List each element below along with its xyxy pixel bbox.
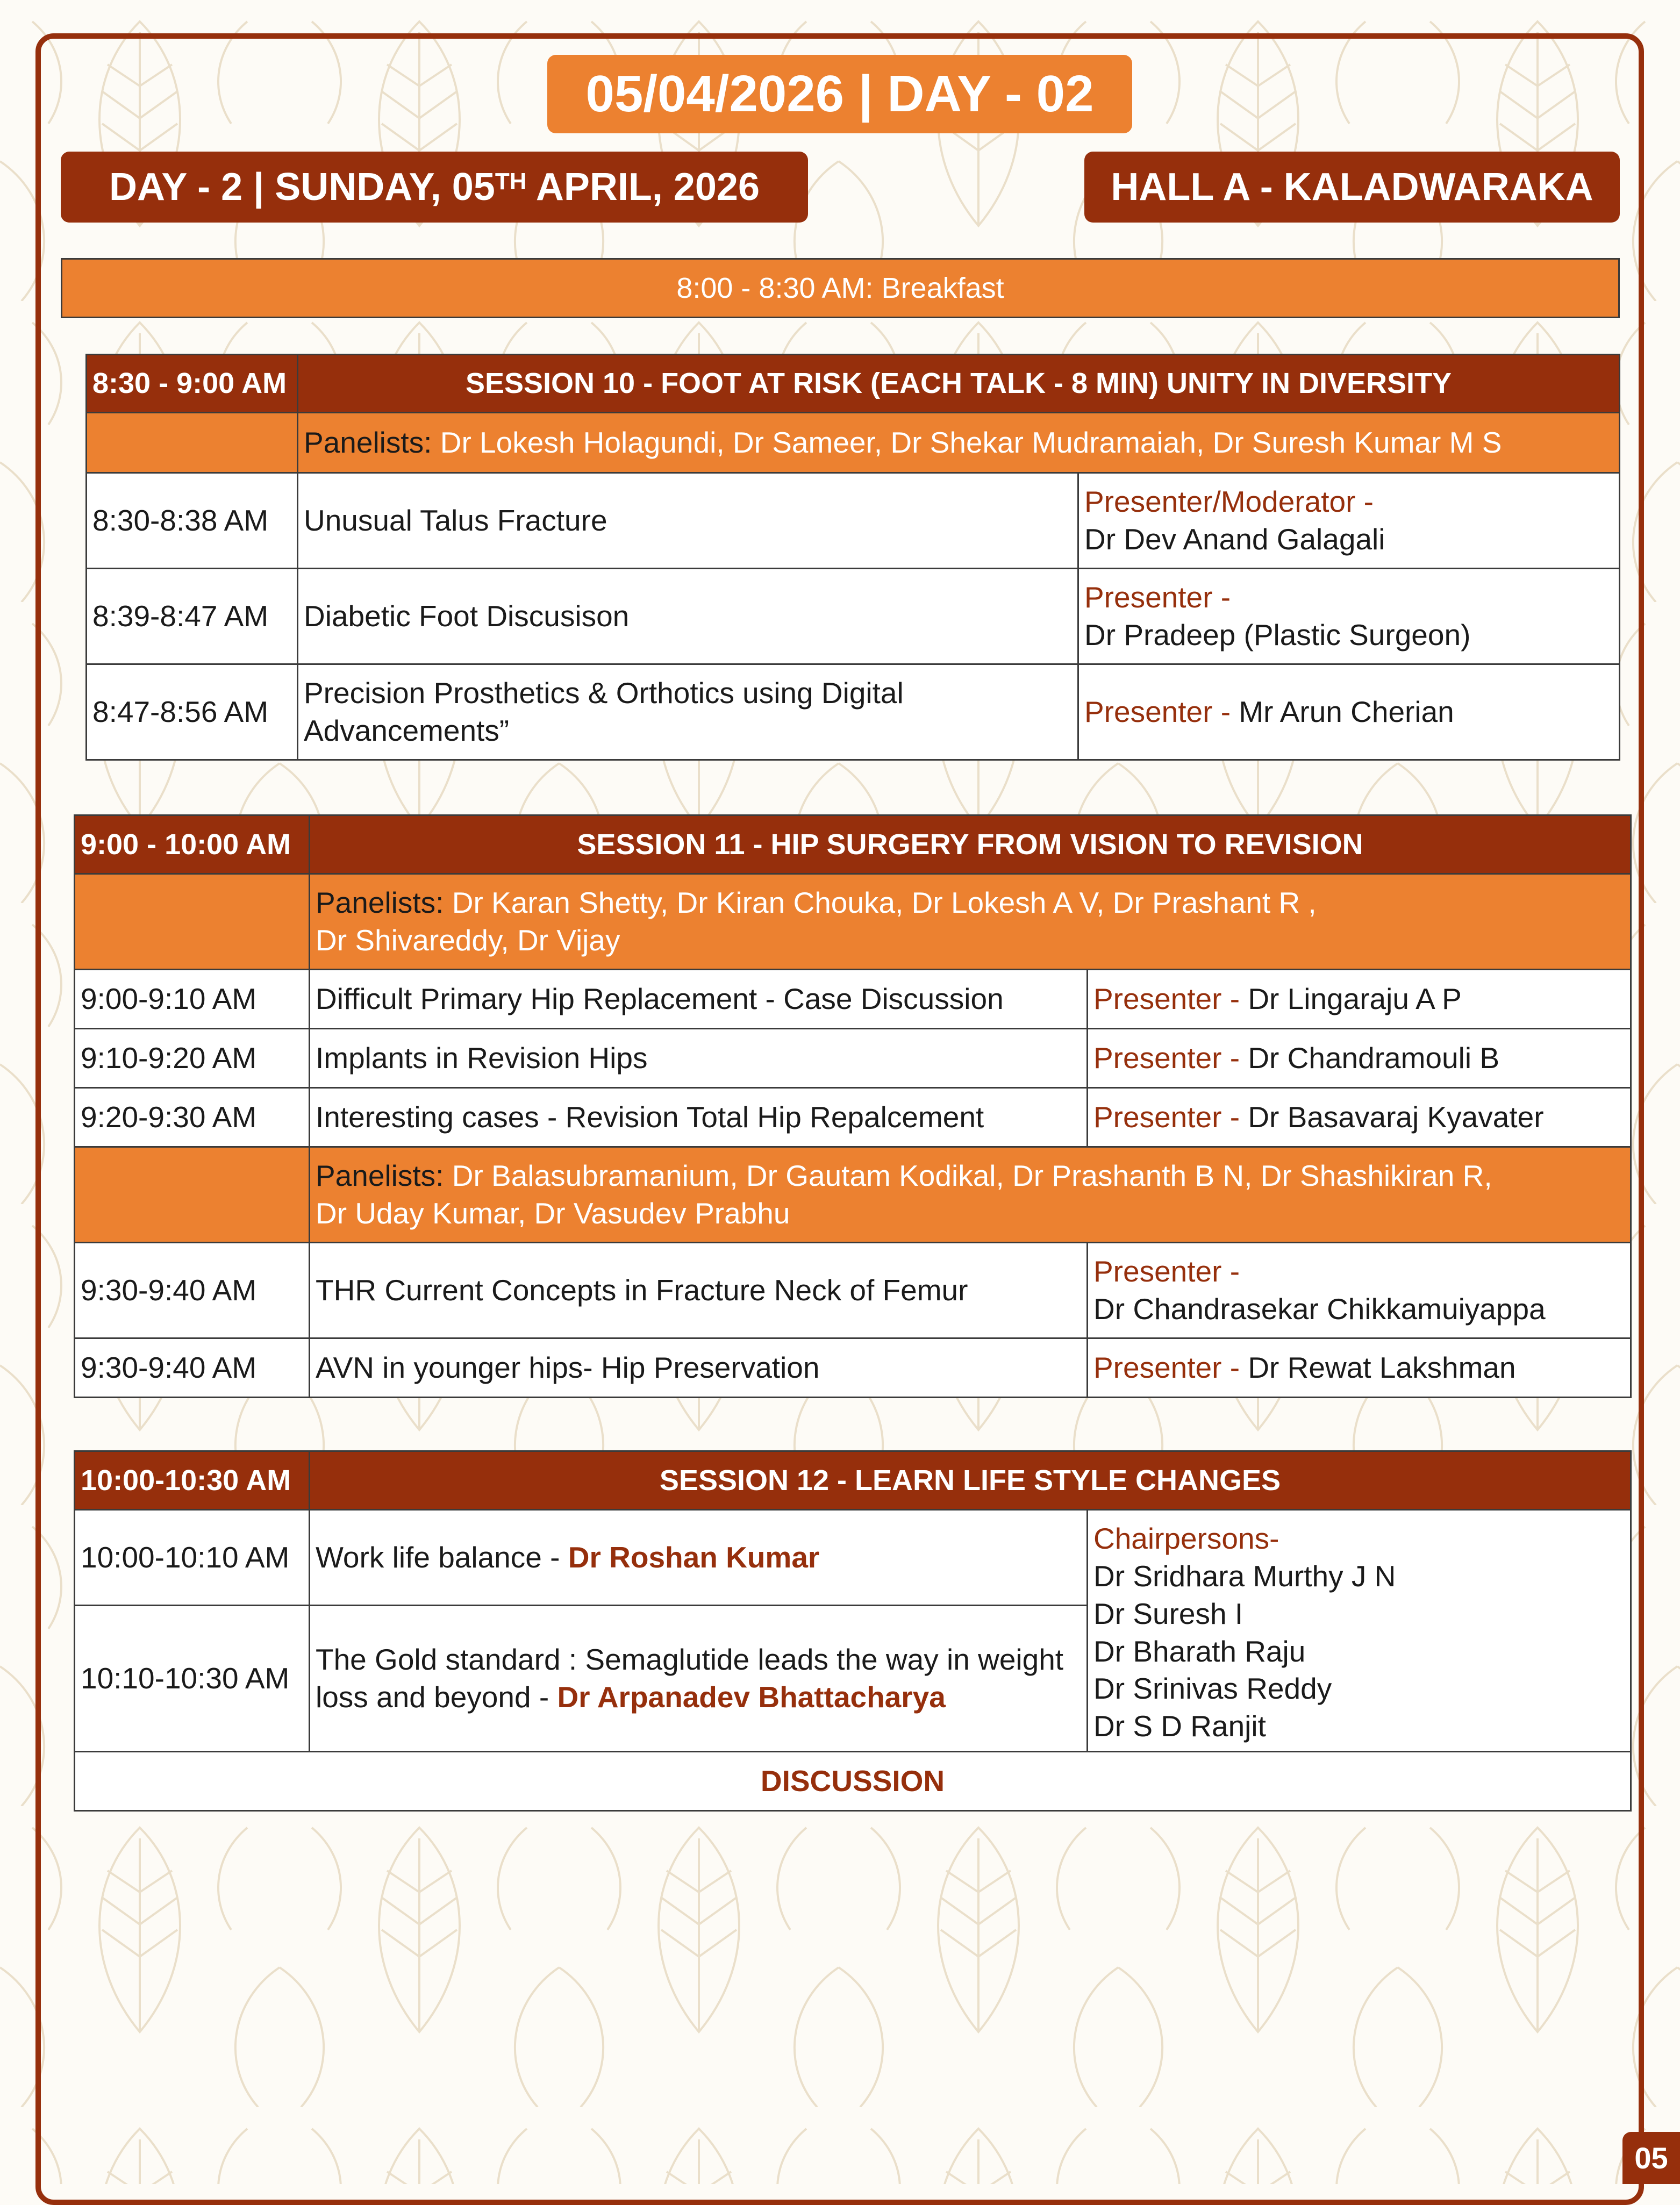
presenter-role: Presenter/Moderator - (1084, 484, 1374, 518)
talk-time: 9:20-9:30 AM (75, 1088, 310, 1147)
talk-presenter (1088, 970, 1631, 1029)
talk-topic: Interesting cases - Revision Total Hip Repalcement (310, 1088, 1088, 1147)
presenter-role: Presenter - (1093, 982, 1240, 1015)
table-row (75, 1243, 1631, 1338)
panelists-row (87, 413, 1620, 473)
presenter-name: Dr Pradeep (Plastic Surgeon) (1084, 618, 1471, 652)
session-title: SESSION 12 - LEARN LIFE STYLE CHANGES (310, 1451, 1631, 1510)
talk-time: 8:47-8:56 AM (87, 664, 298, 760)
session-time: 9:00 - 10:00 AM (75, 815, 310, 874)
panelists-cell (310, 1147, 1631, 1243)
panelists-label: Panelists: (316, 885, 444, 919)
talk-topic: Implants in Revision Hips (310, 1029, 1088, 1088)
panelists-names-line2: Dr Uday Kumar, Dr Vasudev Prabhu (316, 1196, 790, 1230)
panelists-names-line2: Dr Shivareddy, Dr Vijay (316, 923, 620, 957)
talk-topic: Difficult Primary Hip Replacement - Case Discussion (310, 970, 1088, 1029)
panelists-names: Dr Lokesh Holagundi, Dr Sameer, Dr Shekar Mudramaiah, Dr Suresh Kumar M S (432, 425, 1502, 459)
chairperson-name: Dr Sridhara Murthy J N (1093, 1559, 1396, 1593)
presenter-role: Presenter - (1093, 1350, 1240, 1384)
table-row (87, 473, 1620, 569)
presenter-role: Presenter - (1093, 1041, 1240, 1075)
presenter-role: Presenter - (1084, 695, 1231, 728)
panelists-cell (298, 413, 1620, 473)
chairperson-name: Dr Bharath Raju (1093, 1634, 1306, 1668)
talk-speaker: Dr Roshan Kumar (568, 1540, 820, 1574)
session-time: 8:30 - 9:00 AM (87, 355, 298, 413)
panelists-cell (310, 874, 1631, 970)
chairpersons-label: Chairpersons- (1093, 1522, 1279, 1555)
chairperson-name: Dr Srinivas Reddy (1093, 1672, 1332, 1706)
talk-presenter (1078, 473, 1620, 569)
presenter-role: Presenter - (1084, 580, 1231, 614)
talk-time: 10:00-10:10 AM (75, 1510, 310, 1606)
talk-time: 8:30-8:38 AM (87, 473, 298, 569)
talk-presenter (1088, 1029, 1631, 1088)
session-12-table (74, 1450, 1632, 1812)
session-11-table (74, 814, 1632, 1398)
panelists-label: Panelists: (316, 1158, 444, 1192)
chairperson-name: Dr S D Ranjit (1093, 1709, 1266, 1743)
talk-time: 9:00-9:10 AM (75, 970, 310, 1029)
panelists-row (75, 874, 1631, 970)
talk-topic: AVN in younger hips- Hip Preservation (310, 1338, 1088, 1398)
talk-presenter (1078, 664, 1620, 760)
session-header-row (75, 1451, 1631, 1510)
talk-time: 9:10-9:20 AM (75, 1029, 310, 1088)
presenter-role: Presenter - (1093, 1100, 1240, 1134)
presenter-name: Dr Dev Anand Galagali (1084, 522, 1385, 556)
talk-time: 10:10-10:30 AM (75, 1606, 310, 1752)
session-title: SESSION 10 - FOOT AT RISK (EACH TALK - 8 MIN) UNITY IN DIVERSITY (298, 355, 1620, 413)
session-time: 10:00-10:30 AM (75, 1451, 310, 1510)
presenter-role: Presenter - (1093, 1254, 1240, 1288)
talk-time: 8:39-8:47 AM (87, 569, 298, 664)
talk-speaker: Dr Arpanadev Bhattacharya (557, 1680, 946, 1714)
talk-topic (310, 1606, 1088, 1752)
talk-topic: Precision Prosthetics & Orthotics using Digital Advancements” (298, 664, 1078, 760)
presenter-name: Dr Chandrasekar Chikkamuiyappa (1093, 1292, 1546, 1326)
talk-presenter (1088, 1338, 1631, 1398)
session-header-row (87, 355, 1620, 413)
presenter-name: Dr Chandramouli B (1240, 1041, 1500, 1075)
breakfast-bar: 8:00 - 8:30 AM: Breakfast (61, 258, 1620, 318)
table-row (75, 1510, 1631, 1606)
talk-topic: Diabetic Foot Discusison (298, 569, 1078, 664)
talk-topic (310, 1510, 1088, 1606)
day-date-header (61, 152, 808, 223)
session-title: SESSION 11 - HIP SURGERY FROM VISION TO REVISION (310, 815, 1631, 874)
presenter-name: Mr Arun Cherian (1231, 695, 1454, 728)
panelists-blank (75, 874, 310, 970)
panelists-names-line1: Dr Balasubramanium, Dr Gautam Kodikal, Dr Prashanth B N, Dr Shashikiran R, (444, 1158, 1492, 1192)
talk-presenter (1088, 1243, 1631, 1338)
presenter-name: Dr Basavaraj Kyavater (1240, 1100, 1544, 1134)
day-date-prefix: DAY - 2 | SUNDAY, 05 (109, 166, 495, 209)
table-row (75, 1338, 1631, 1398)
talk-topic-text: Work life balance - (316, 1540, 568, 1574)
presenter-name: Dr Lingaraju A P (1240, 982, 1462, 1015)
table-row (75, 1088, 1631, 1147)
talk-presenter (1088, 1088, 1631, 1147)
session-header-row (75, 815, 1631, 874)
talk-presenter (1078, 569, 1620, 664)
table-row (75, 970, 1631, 1029)
chairpersons-cell (1088, 1510, 1631, 1752)
discussion-row (75, 1752, 1631, 1811)
table-row (87, 664, 1620, 760)
talk-topic: THR Current Concepts in Fracture Neck of Femur (310, 1243, 1088, 1338)
discussion-label: DISCUSSION (75, 1752, 1631, 1811)
panelists-blank (87, 413, 298, 473)
panelists-label: Panelists: (304, 425, 432, 459)
panelists-blank (75, 1147, 310, 1243)
talk-time: 9:30-9:40 AM (75, 1338, 310, 1398)
page-number: 05 (1622, 2132, 1680, 2184)
day-date-suffix: APRIL, 2026 (526, 166, 760, 209)
hall-header: HALL A - KALADWARAKA (1084, 152, 1620, 223)
chairperson-name: Dr Suresh I (1093, 1597, 1243, 1630)
panelists-row (75, 1147, 1631, 1243)
talk-time: 9:30-9:40 AM (75, 1243, 310, 1338)
talk-topic-text: The Gold standard : Semaglutide leads the way in weight loss and beyond - (316, 1642, 1072, 1714)
session-10-table (85, 354, 1620, 761)
table-row (75, 1029, 1631, 1088)
day-date-superscript: TH (495, 168, 527, 195)
table-row (87, 569, 1620, 664)
panelists-names-line1: Dr Karan Shetty, Dr Kiran Chouka, Dr Lokesh A V, Dr Prashant R , (444, 885, 1317, 919)
date-day-banner: 05/04/2026 | DAY - 02 (547, 55, 1132, 133)
talk-topic: Unusual Talus Fracture (298, 473, 1078, 569)
presenter-name: Dr Rewat Lakshman (1240, 1350, 1516, 1384)
